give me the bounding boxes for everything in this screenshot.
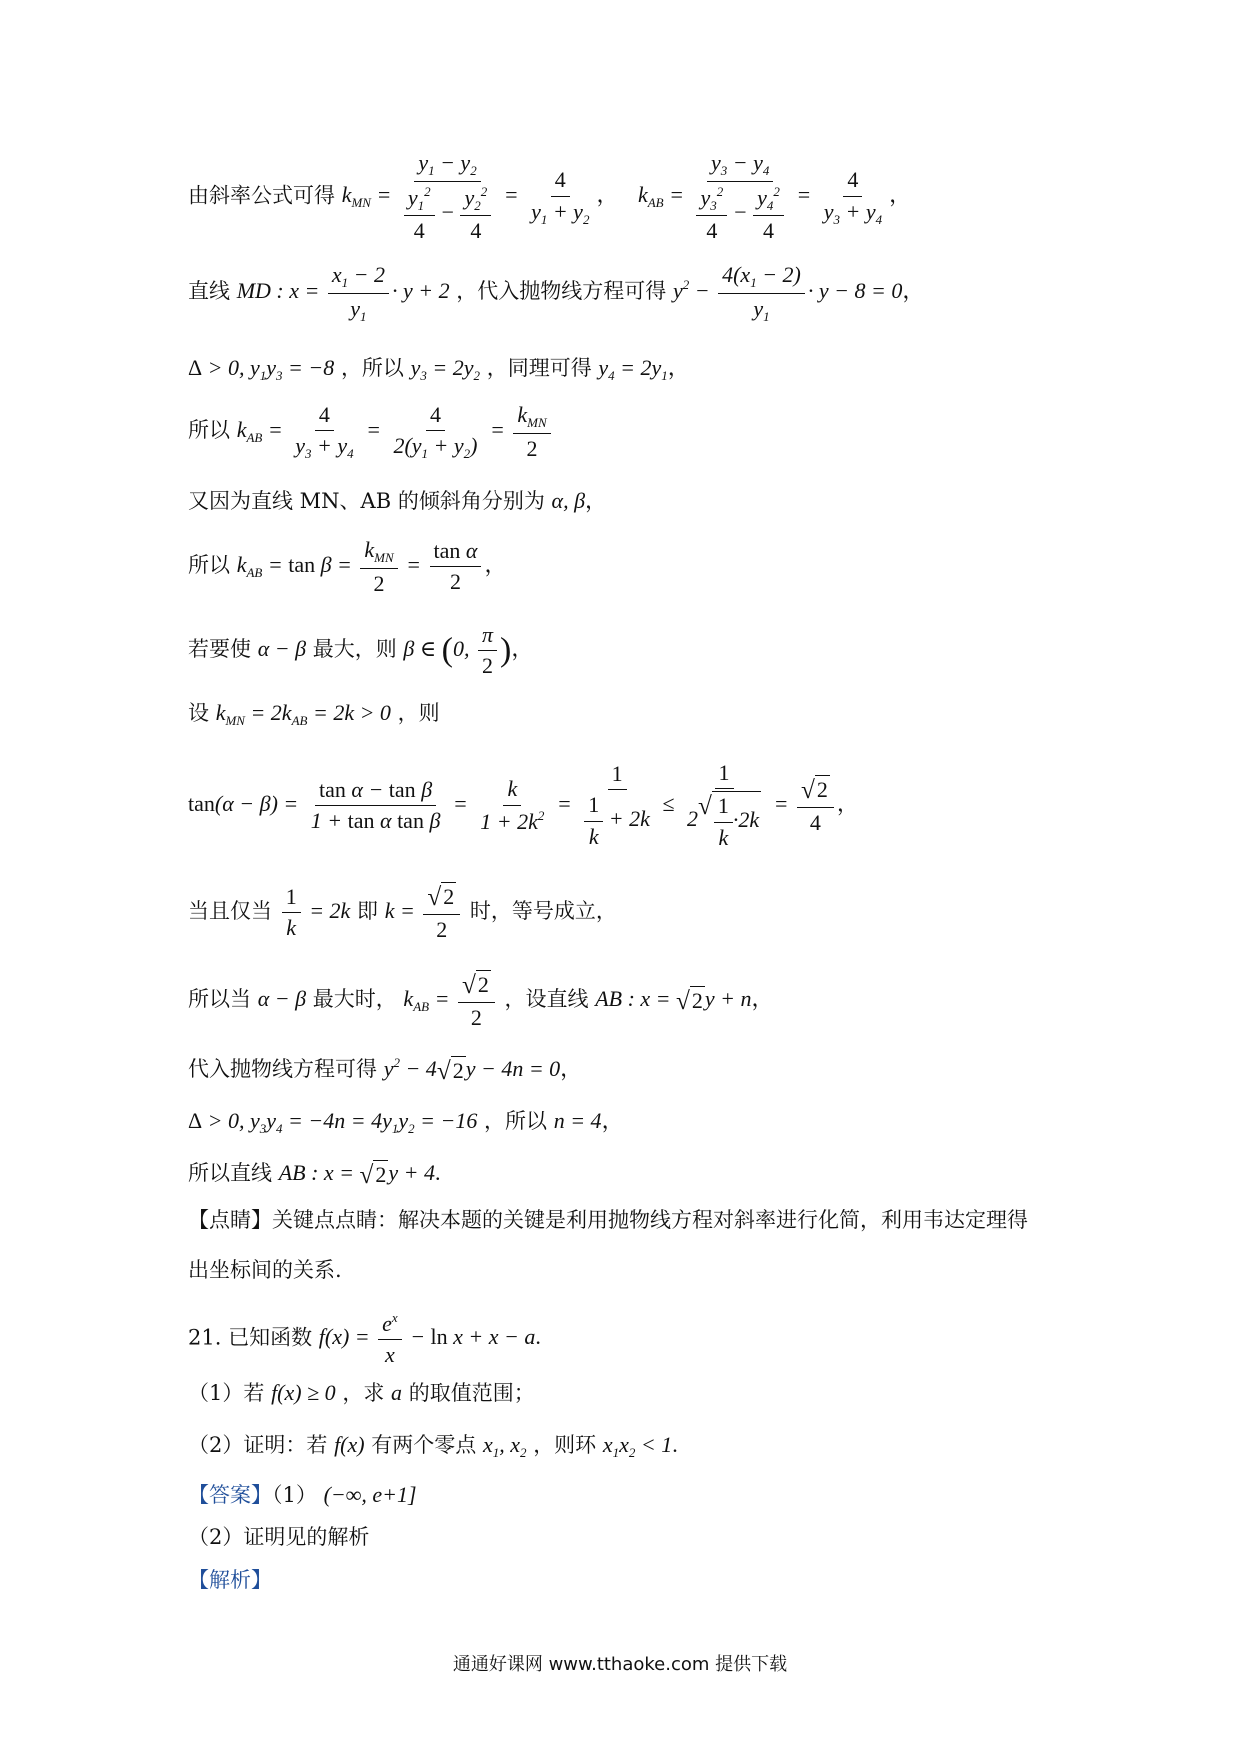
line-md-equation: 直线 MD : x = $\frac{x_1 - 2}{y_1}$ · y + 2 ，代入抛物线方程可得 $y^2$ − $\frac{4(x_1 - 2)}{y_1}$ · y − 8 = 0， xyxy=(188,262,925,324)
answer-2: （2）证明见的解析 xyxy=(188,1525,370,1549)
k-ab-formula: $k_{AB}$ = $y_3 - y_4$ $\frac{y_3^2}{4}$ − $\frac{y_4^2}{4}$ = $\frac{4}{y_3 + y_4}$ ， xyxy=(637,150,912,244)
analysis-tag: 【解析】 xyxy=(188,1568,272,1592)
set-k-line: 设 $k_{MN} = 2k_{AB} = 2k > 0$ ，则 xyxy=(188,700,440,728)
line-ab-setup-line: 所以当 α − β 最大时， $k_{AB}$ = √ 2 2 ，设直线 AB : x = √ 2 y + n， xyxy=(188,971,774,1031)
answer-line: 【答案】（1） (−∞, e+1] xyxy=(188,1482,417,1507)
tan-beta-line: 所以 $k_{AB} = \tan \beta$ = $\frac{k_{MN}}{2}$ = $\frac{\text{tan α}}{2}$ ， xyxy=(188,537,507,596)
discriminant-line: Δ > 0, $y_1y_3 = -8$ ，所以 $y_3 = 2y_2$ ，同理可得 $y_4 = 2y_1$， xyxy=(188,355,690,383)
k-mn-formula: $k_{MN}$ = $y_1 - y_2$ $\frac{y_1^2}{4}$ − $\frac{y_2^2}{4}$ = $\frac{4}{y_1 + y_2}$ ， xyxy=(341,150,619,244)
problem-21-statement: 21. 已知函数 f(x) = $\frac{e^x}{x}$ − ln x + x − a. xyxy=(188,1310,541,1368)
line-ab-result: 所以直线 AB : x = √ 2 y + 4. xyxy=(188,1160,441,1189)
k-ab-simplify-line: 所以 $k_{AB}$ = $\frac{4}{y_3 + y_4}$ = $\frac{4}{2(y_1 + y_2)}$ = $\frac{k_{MN}}{2}$ xyxy=(188,402,554,462)
page-footer: 通通好课网 www.tthaoke.com 提供下载 xyxy=(452,1654,788,1675)
vieta-line: Δ > 0, $y_3y_4 = -4n = 4y_1y_2 = -16$ ，所以 n = 4， xyxy=(188,1108,624,1136)
key-point-note-cont: 出坐标间的关系. xyxy=(188,1258,342,1282)
answer-tag: 【答案】 xyxy=(188,1483,272,1507)
answer-1-value: (−∞, e+1] xyxy=(323,1482,417,1507)
inclination-line: 又因为直线 MN、AB 的倾斜角分别为 α, β， xyxy=(188,488,608,513)
key-point-note: 【点睛】关键点点睛：解决本题的关键是利用抛物线方程对斜率进行化简，利用韦达定理得 xyxy=(188,1208,1028,1232)
problem-21-part2: （2）证明：若 f(x) 有两个零点 $x_1$, $x_2$ ，则环 $x_1x_2 < 1$. xyxy=(188,1432,678,1460)
equality-line: 当且仅当 $\frac{1}{k}$ = 2k 即 k = √ 2 2 时，等号成立， xyxy=(188,883,617,943)
max-condition-line: 若要使 α − β 最大，则 β ∈ (0, $\frac{\pi}{2}$ )， xyxy=(188,622,534,679)
substitute-parabola-line: 代入抛物线方程可得 $y^2 - 4$ √ 2 y − 4n = 0， xyxy=(188,1055,583,1085)
tan-difference-line: tan(α − β) = $\frac{\text{tan α − tan β}}{\text{1 + tan α tan β}}$ = $\frac{k}{1 + 2k^2}$ = 1 $\frac{1}{k}$ + 2k ≤ 1 2 √ $\frac{1}{k}$ ·2k = √ 2 4 ， xyxy=(188,760,859,850)
slope-formula-line: 由斜率公式可得 $k_{MN}$ = $y_1 - y_2$ $\frac{y_1^2}{4}$ − $\frac{y_2^2}{4}$ = $\frac{4}{y_1 + y_2}$ ， $k_{AB}$ = $y_3 - y_4$ $\frac{y_3^2}{4}$ − $\frac{y_4^2}{4}$ = $\frac{4}{y_3 + y_4}$ ， xyxy=(188,150,912,244)
problem-21-part1: （1）若 f(x) ≥ 0 ，求 a 的取值范围； xyxy=(188,1380,535,1405)
